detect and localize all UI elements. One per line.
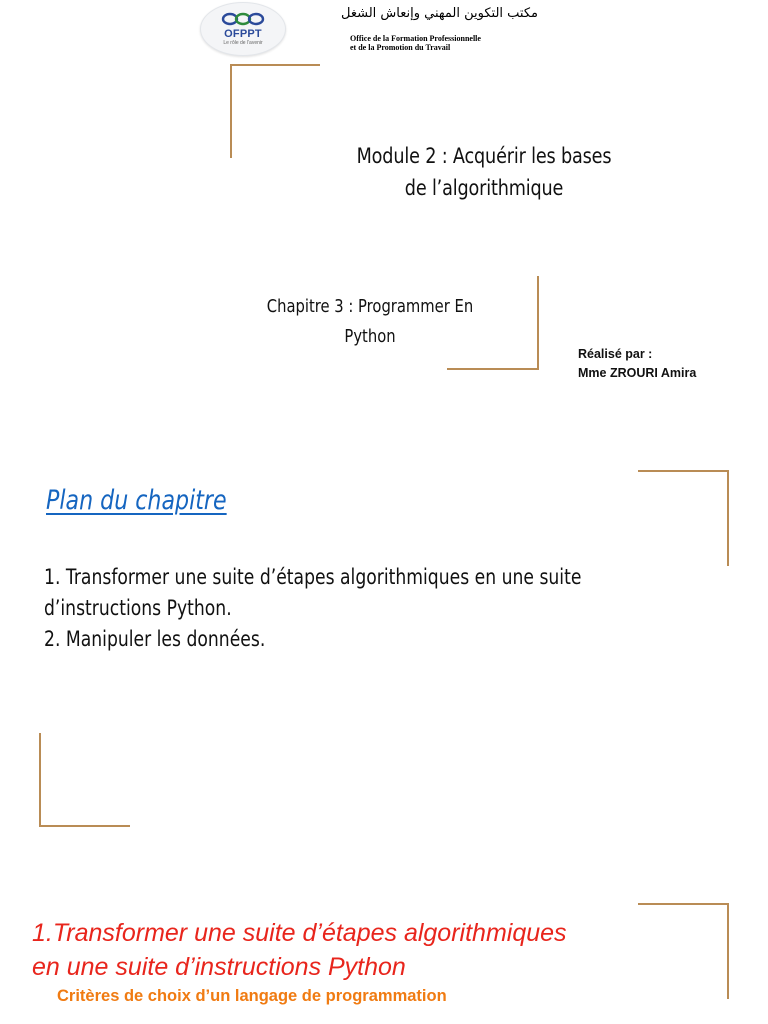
bracket-line <box>39 825 130 827</box>
bracket-line <box>39 733 41 827</box>
section-title-line-2: en une suite d’instructions Python <box>32 953 406 981</box>
module-title-line-2: de l’algorithmique <box>404 176 564 200</box>
chapter-title-line-1: Chapitre 3 : Programmer En <box>266 296 474 317</box>
plan-item-1-line-2: d’instructions Python. <box>44 596 232 621</box>
bracket-line <box>230 64 232 158</box>
section-title <box>32 916 732 984</box>
institution-arabic-name: مكتب التكوين المهني وإنعاش الشغل <box>341 6 538 21</box>
plan-item-2: 2. Manipuler les données. <box>44 627 266 652</box>
bracket-line <box>447 368 539 370</box>
ofppt-logo <box>200 2 286 56</box>
bracket-line <box>537 276 539 370</box>
institution-line-2: et de la Promotion du Travail <box>350 43 451 52</box>
plan-title: Plan du chapitre <box>46 485 227 516</box>
logo-rings-icon <box>221 11 265 27</box>
institution-line-1: Office de la Formation Professionnelle <box>350 34 481 43</box>
section-subtitle: Critères de choix d’un langage de programmation <box>57 987 447 1005</box>
plan-item-1-line-1: 1. Transformer une suite d’étapes algorithmiques en une suite <box>44 565 582 590</box>
chapter-title <box>247 292 493 352</box>
module-title <box>329 140 638 204</box>
module-title-line-1: Module 2 : Acquérir les bases <box>356 144 612 168</box>
plan-list <box>44 562 636 655</box>
chapter-title-line-2: Python <box>344 326 396 347</box>
logo-tagline: Le rôle de l'avenir <box>223 40 263 46</box>
institution-name <box>350 34 481 52</box>
author-name: Mme ZROURI Amira <box>578 366 697 380</box>
bracket-line <box>638 903 729 905</box>
section-title-line-1: 1.Transformer une suite d’étapes algorithmiques <box>32 919 567 947</box>
bracket-line <box>230 64 320 66</box>
logo-text: OFPPT <box>224 28 262 40</box>
bracket-line <box>727 470 729 566</box>
author-label: Réalisé par : <box>578 347 653 361</box>
bracket-line <box>638 470 729 472</box>
